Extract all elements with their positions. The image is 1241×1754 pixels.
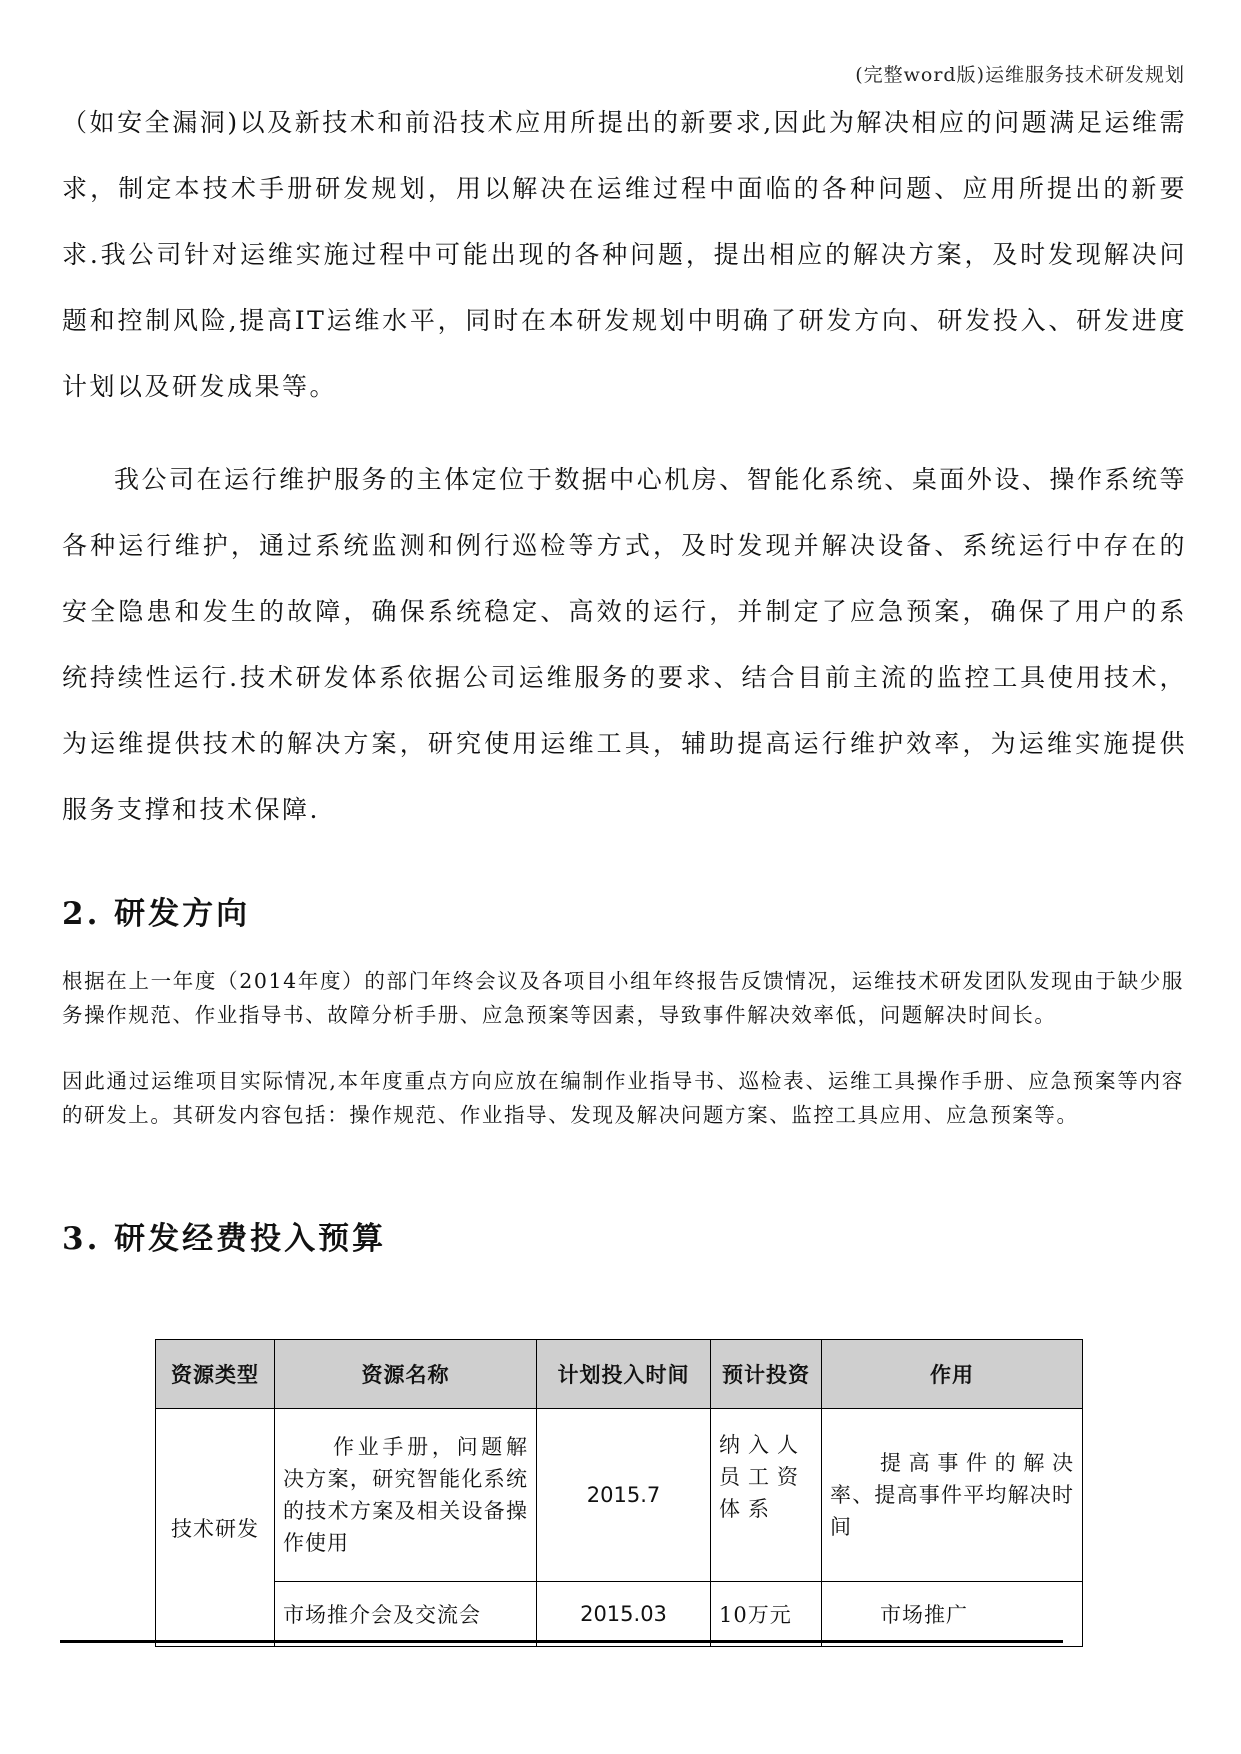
header-effect: 作用 bbox=[822, 1340, 1083, 1409]
budget-table bbox=[155, 1339, 1083, 1647]
body-paragraph-background: 根据在上一年度（2014年度）的部门年终会议及各项目小组年终报告反馈情况，运维技术研发团队发现由于缺少服务操作规范、作业指导书、故障分析手册、应急预案等因素，导致事件解决效率低，问题解决时间长。 bbox=[62, 969, 1184, 1027]
cell-effect: 提高事件的解决率、提高事件平均解决时间 bbox=[822, 1409, 1083, 1582]
section-heading-budget: 3. 研发经费投入预算 bbox=[62, 1221, 387, 1257]
body-paragraph-focus: 因此通过运维项目实际情况,本年度重点方向应放在编制作业指导书、巡检表、运维工具操作手册、应急预案等内容的研发上。其研发内容包括：操作规范、作业指导、发现及解决问题方案、监控工具应用、应急预案等。 bbox=[62, 1069, 1184, 1127]
footer-divider bbox=[60, 1640, 1063, 1643]
section-heading-direction: 2. 研发方向 bbox=[62, 896, 251, 932]
cell-resource-type: 技术研发 bbox=[156, 1409, 275, 1647]
cell-effect: 市场推广 bbox=[822, 1582, 1083, 1647]
table-row bbox=[156, 1409, 1083, 1582]
table-header-row bbox=[156, 1340, 1083, 1409]
cell-resource-name: 作业手册，问题解决方案，研究智能化系统的技术方案及相关设备操作使用 bbox=[275, 1409, 537, 1582]
page-header-title: (完整word版)运维服务技术研发规划 bbox=[855, 64, 1185, 86]
cell-resource-name: 市场推介会及交流会 bbox=[275, 1582, 537, 1647]
cell-estimated-cost: 10万元 bbox=[711, 1582, 822, 1647]
cell-planned-time: 2015.7 bbox=[537, 1409, 711, 1582]
table-row bbox=[156, 1582, 1083, 1647]
cell-planned-time: 2015.03 bbox=[537, 1582, 711, 1647]
body-paragraph-intro: （如安全漏洞)以及新技术和前沿技术应用所提出的新要求,因此为解决相应的问题满足运维需求，制定本技术手册研发规划，用以解决在运维过程中面临的各种问题、应用所提出的新要求.我公司针对运维实施过程中可能出现的各种问题，提出相应的解决方案，及时发现解决问题和控制风险,提高IT运维水平，同时在本研发规划中明确了研发方向、研发投入、研发进度计划以及研发成果等。 bbox=[62, 108, 1187, 401]
cell-estimated-cost: 纳入人员工资体系 bbox=[711, 1409, 822, 1582]
body-paragraph-positioning: 我公司在运行维护服务的主体定位于数据中心机房、智能化系统、桌面外设、操作系统等各种运行维护，通过系统监测和例行巡检等方式，及时发现并解决设备、系统运行中存在的安全隐患和发生的故障，确保系统稳定、高效的运行，并制定了应急预案，确保了用户的系统持续性运行.技术研发体系依据公司运维服务的要求、结合目前主流的监控工具使用技术，为运维提供技术的解决方案，研究使用运维工具，辅助提高运行维护效率，为运维实施提供服务支撑和技术保障. bbox=[62, 465, 1187, 824]
header-estimated-cost: 预计投资 bbox=[711, 1340, 822, 1409]
header-planned-time: 计划投入时间 bbox=[537, 1340, 711, 1409]
header-resource-type: 资源类型 bbox=[156, 1340, 275, 1409]
header-resource-name: 资源名称 bbox=[275, 1340, 537, 1409]
